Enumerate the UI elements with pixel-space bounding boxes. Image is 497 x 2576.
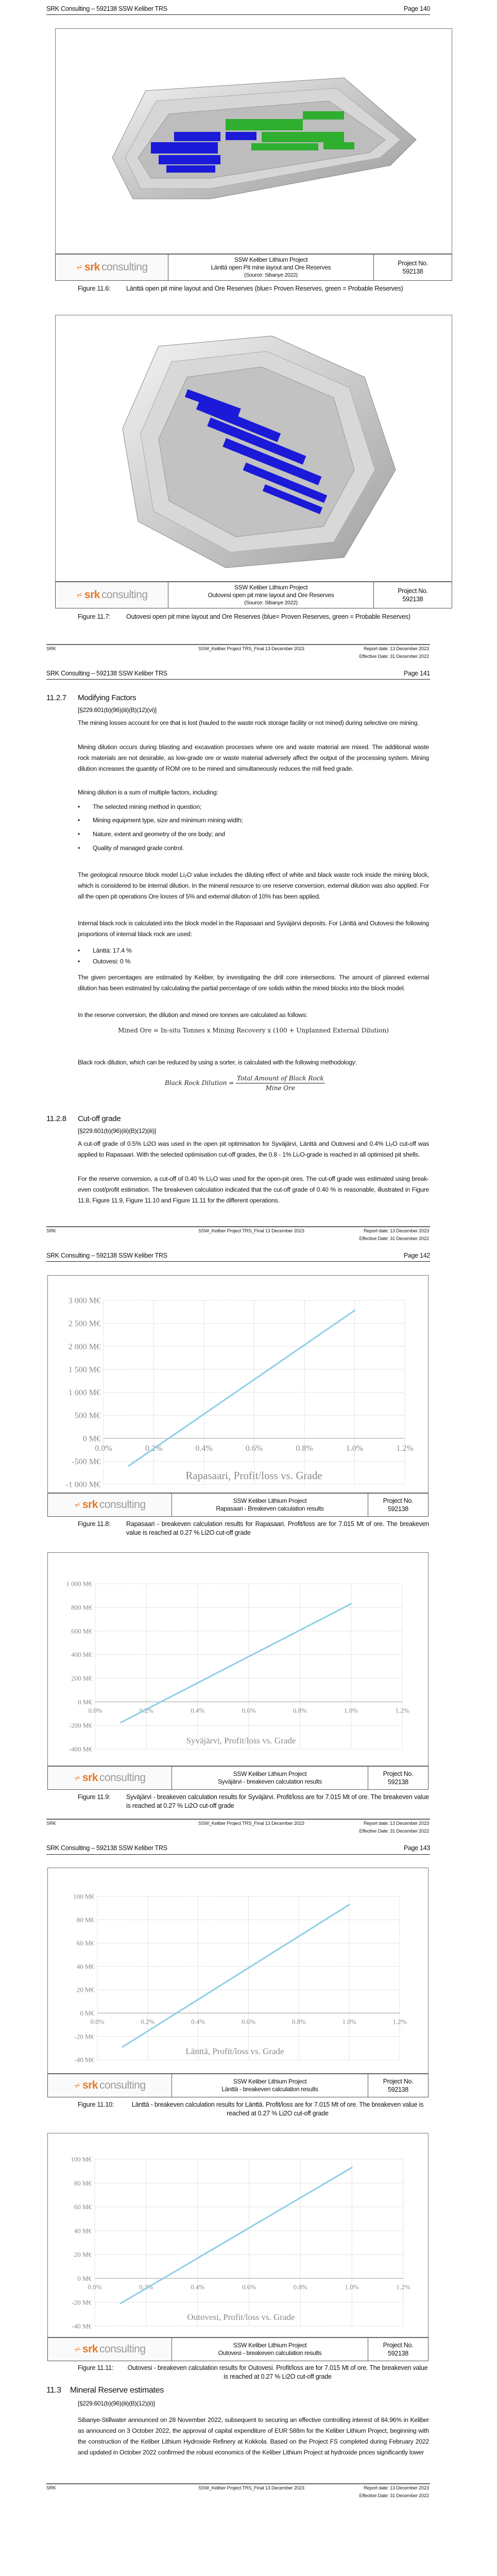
black-rock-dilution-formula: Black Rock Dilution = $\frac{\text{Total Amount of Black Rock}}{\text{Mine Ore}}$ [165, 1075, 324, 1092]
figure-11-8-title-block [47, 1493, 429, 1517]
x-tick-label: 1.2% [396, 1444, 414, 1453]
y-tick-label: 100 M€ [73, 1892, 94, 1901]
x-tick-label: 0.8% [292, 2018, 306, 2026]
lantta-breakeven-chart [47, 1868, 429, 2074]
project-no-label: Project No. [383, 2078, 414, 2085]
project-name: SSW Keliber Lithium Project [234, 583, 308, 591]
srk-consulting-logo: ⩫ srk consulting [76, 261, 148, 273]
y-tick-label: 600 M€ [71, 1627, 92, 1635]
y-tick-label: 0 M€ [78, 1698, 92, 1706]
y-tick-label: 500 M€ [74, 1411, 100, 1420]
footer-effective-date: Effective Date: 31 December 2022 [359, 1236, 429, 1242]
syvajarvi-breakeven-chart [47, 1552, 429, 1766]
profit-loss-series-line [129, 1311, 355, 1466]
figure-11-11-caption: Figure 11.11: Outovesi - breakeven calculation results for Outovesi. Profit/loss are for 7.015 Mt of ore. The breakeven value is reached at 0.27 % Li2O cut-off grade [78, 2364, 428, 2380]
srk-consulting-logo: ⩫ srk consulting [74, 1499, 146, 1511]
figure-11-7-title-block [55, 582, 452, 608]
project-no: 592138 [388, 1778, 408, 1786]
footer-effective-date: Effective Date: 31 December 2022 [359, 1828, 429, 1834]
footer-center: SSW_Keliber Project TRS_Final 13 December 2023 [198, 646, 304, 652]
y-tick-label: 40 M€ [74, 2227, 92, 2235]
list-item: • Outovesi: 0 % [93, 958, 130, 965]
x-tick-label: 0.0% [88, 2283, 102, 2291]
x-tick-label: 0.2% [139, 1706, 153, 1715]
page-number: Page 140 [403, 5, 430, 12]
header-divider [46, 679, 430, 680]
project-no-label: Project No. [383, 1497, 414, 1504]
footer-report-date: Report date: 13 December 2023 [363, 1228, 429, 1234]
paragraph: The geological resource block model Li₂O value includes the diluting effect of white and black waste rock inside the mining block, which is considered to be internal dilution. In the mineral resource to ore reserve conversion, external dilution was also applied. For all the open pit operations Ore losses of 5% and external dilution of 10% has been applied. [78, 871, 429, 900]
outovesi-breakeven-chart [47, 2133, 429, 2337]
project-no: 592138 [388, 2086, 408, 2093]
figure-source: (Source: Sibanye 2022) [244, 599, 298, 606]
y-tick-label: 40 M€ [76, 1962, 94, 1971]
project-no-label: Project No. [398, 260, 428, 267]
figure-title: Outovesi open pit mine layout and Ore Reserves [208, 591, 334, 599]
y-tick-label: 80 M€ [74, 2179, 92, 2187]
page-number: Page 142 [403, 1252, 430, 1259]
paragraph: For the reserve conversion, a cut-off of 0.40 % Li₂O was used for the open-pit ores. The cut-off grade was estimated using break-even cost/profit estimation. The breakeven calculation indicated that the cut-off grade of 0.40 % is reasonable, illustrated in Figure 11.8, Figure 11.9, Figure 11.10 and Figure 11.11 for the different operations. [78, 1175, 429, 1204]
chart-title: Syväjärvi, Profit/loss vs. Grade [186, 1736, 296, 1745]
project-no: 592138 [388, 1505, 408, 1513]
page-140 [0, 0, 497, 665]
footer-left: SRK [46, 646, 56, 652]
profit-loss-series-line [123, 1905, 349, 2047]
page-143 [0, 1839, 497, 2504]
figure-11-7-image [55, 315, 452, 582]
footer-report-date: Report date: 13 December 2023 [363, 646, 429, 652]
figure-11-6-caption: Figure 11.6: Länttä open pit mine layout and Ore Reserves (blue= Proven Reserves, green = Probable Reserves) [78, 285, 403, 292]
srk-logo-icon: ⩫ [74, 1501, 81, 1510]
figure-11-6-image [55, 28, 452, 254]
project-no: 592138 [388, 2350, 408, 2357]
footer-report-date: Report date: 13 December 2023 [363, 2485, 429, 2491]
chart-title: Länttä, Profit/loss vs. Grade [185, 2046, 284, 2056]
project-name: SSW Keliber Lithium Project [233, 2342, 307, 2349]
x-tick-label: 0.8% [293, 2283, 307, 2291]
page-number: Page 141 [403, 670, 430, 677]
srk-logo-icon: ⩫ [74, 2081, 81, 2090]
page-142 [0, 1247, 497, 1839]
y-tick-label: 3 000 M€ [68, 1296, 100, 1306]
x-tick-label: 1.0% [345, 2283, 359, 2291]
figure-11-6-title-block [55, 254, 452, 281]
y-tick-label: -20 M€ [72, 2298, 92, 2307]
list-item: • Länttä: 17.4 % [93, 947, 132, 954]
figure-11-10-caption: Figure 11.10: Länttä - breakeven calculation results for Länttä. Profit/loss are for 7.015 Mt of ore. The breakeven value is reached at 0.27 % Li2O cut-off grade [78, 2101, 424, 2117]
y-tick-label: 80 M€ [76, 1916, 94, 1924]
chart-plot [48, 2133, 428, 2337]
footer-divider [46, 1819, 430, 1820]
list-item: • Mining equipment type, size and minimum mining width; [93, 817, 243, 824]
list-item: • Quality of managed grade control. [93, 844, 184, 852]
y-tick-label: -500 M€ [72, 1457, 100, 1466]
paragraph: Internal black rock is calculated into the block model in the Rapasaari and Syväjärvi deposits. For Länttä and Outovesi the following proportions of internal black rock are used: [78, 920, 429, 938]
profit-loss-series-line [121, 1604, 351, 1722]
x-tick-label: 0.4% [191, 1706, 205, 1715]
y-tick-label: 200 M€ [71, 1674, 92, 1682]
x-tick-label: 0.8% [296, 1444, 313, 1453]
x-tick-label: 0.2% [139, 2283, 153, 2291]
footer-left: SRK [46, 2485, 56, 2491]
footer-report-date: Report date: 13 December 2023 [363, 1821, 429, 1826]
x-tick-label: 1.2% [392, 2018, 407, 2026]
section-heading-11-2-7: 11.2.7 Modifying Factors [46, 693, 136, 702]
x-tick-label: 0.0% [90, 2018, 105, 2026]
footer-left: SRK [46, 1228, 56, 1234]
running-header-title: SRK Consulting – 592138 SSW Keliber TRS [46, 5, 167, 12]
srk-consulting-logo: ⩫ srk consulting [76, 589, 148, 601]
y-tick-label: 60 M€ [76, 1939, 94, 1947]
srk-logo-icon: ⩫ [74, 2345, 81, 2354]
outovesi-pit-layout-render [56, 315, 452, 581]
x-tick-label: 0.6% [242, 2283, 256, 2291]
project-no-label: Project No. [383, 1770, 414, 1777]
chart-plot [48, 1276, 428, 1493]
list-item: • The selected mining method in question; [93, 803, 201, 810]
section-reference: [§229.601(b)(96)(iii)(B)(12)(iii)] [78, 1127, 156, 1134]
x-tick-label: 0.6% [242, 1706, 256, 1715]
project-name: SSW Keliber Lithium Project [233, 2078, 307, 2085]
project-no: 592138 [402, 268, 423, 275]
paragraph: Mining dilution is a sum of multiple factors, including: [78, 789, 218, 796]
y-tick-label: 0 M€ [77, 2274, 92, 2282]
chart-plot [48, 1868, 428, 2073]
x-tick-label: 1.2% [396, 2283, 410, 2291]
project-no-label: Project No. [383, 2342, 414, 2349]
y-tick-label: 0 M€ [82, 1434, 100, 1444]
x-tick-label: 1.2% [395, 1706, 409, 1715]
srk-consulting-logo: ⩫ srk consulting [74, 1772, 146, 1784]
x-tick-label: 1.0% [342, 2018, 356, 2026]
section-heading-11-2-8: 11.2.8 Cut-off grade [46, 1114, 121, 1123]
y-tick-label: 2 500 M€ [68, 1319, 100, 1329]
paragraph: In the reserve conversion, the dilution and mined ore tonnes are calculated as follows: [78, 1011, 307, 1019]
x-tick-label: 0.4% [191, 2018, 205, 2026]
y-tick-label: 1 000 M€ [68, 1388, 100, 1398]
figure-11-11-title-block [47, 2337, 429, 2361]
figure-11-10-title-block [47, 2074, 429, 2097]
project-name: SSW Keliber Lithium Project [234, 256, 308, 263]
figure-title: Länttä - breakeven calculation results [221, 2086, 318, 2093]
profit-loss-series-line [121, 2167, 352, 2303]
y-tick-label: 60 M€ [74, 2203, 92, 2211]
section-reference: [§229.601(b)(96)(iii)(B)(12)(vi)] [78, 706, 157, 714]
paragraph: A cut-off grade of 0.5% Li2O was used in the open pit optimisation for Syväjärvi, Länttä and Outovesi and 0.4% Li₂O cut-off was applied to Rapasaari. With the selected optimisation cut-off grades, the 0.8 - 1% Li₂O-grade is reached in all optimised pit shells. [78, 1140, 429, 1158]
figure-title: Rapasaari - Breakeven calculation results [216, 1505, 324, 1512]
y-tick-label: 20 M€ [76, 1986, 94, 1994]
y-tick-label: -400 M€ [68, 1745, 92, 1753]
x-tick-label: 0.0% [88, 1706, 102, 1715]
figure-title: Syväjärvi - breakeven calculation results [218, 1778, 322, 1785]
running-header-title: SRK Consulting – 592138 SSW Keliber TRS [46, 1252, 167, 1259]
x-tick-label: 0.2% [141, 2018, 155, 2026]
y-tick-label: -1 000 M€ [65, 1480, 100, 1489]
x-tick-label: 1.0% [344, 1706, 358, 1715]
y-tick-label: 1 500 M€ [68, 1365, 100, 1375]
footer-center: SSW_Keliber Project TRS_Final 13 December 2023 [198, 2485, 304, 2491]
paragraph: The given percentages are estimated by Keliber, by investigating the drill core intersections. The amount of planned external dilution has been estimated by calculating the partial percentage of ore solids within the mined blocks into the block model. [78, 974, 429, 992]
x-tick-label: 0.4% [195, 1444, 213, 1453]
list-item: • Nature, extent and geometry of the ore body; and [93, 831, 225, 838]
x-tick-label: 0.6% [245, 1444, 263, 1453]
header-divider [46, 1854, 430, 1855]
figure-11-9-title-block [47, 1766, 429, 1790]
running-header-title: SRK Consulting – 592138 SSW Keliber TRS [46, 670, 167, 677]
mined-ore-formula: Mined Ore = In-situ Tonnes x Mining Recovery x (100 + Unplanned External Dilution) [118, 1027, 389, 1034]
figure-title: Outovesi - breakeven calculation results [218, 2349, 322, 2357]
x-tick-label: 0.8% [293, 1706, 307, 1715]
y-tick-label: 400 M€ [71, 1651, 92, 1659]
srk-consulting-logo: ⩫ srk consulting [74, 2343, 146, 2355]
x-tick-label: 0.4% [191, 2283, 205, 2291]
srk-logo-icon: ⩫ [76, 263, 83, 272]
chart-title: Rapasaari, Profit/loss vs. Grade [185, 1469, 322, 1482]
footer-divider [46, 644, 430, 645]
project-name: SSW Keliber Lithium Project [233, 1497, 307, 1504]
y-tick-label: -40 M€ [72, 2322, 92, 2330]
x-tick-label: 0.0% [95, 1444, 112, 1453]
figure-11-7-caption: Figure 11.7: Outovesi open pit mine layout and Ore Reserves (blue= Proven Reserves, green = Probable Reserves) [78, 613, 410, 620]
section-reference: [§229.601(b)(96)(iii)(B)(12)(ii)] [78, 2400, 155, 2407]
footer-effective-date: Effective Date: 31 December 2022 [359, 2493, 429, 2499]
y-tick-label: -20 M€ [74, 2032, 94, 2041]
page-number: Page 143 [403, 1844, 430, 1852]
srk-consulting-logo: ⩫ srk consulting [74, 2079, 146, 2091]
x-tick-label: 0.2% [145, 1444, 163, 1453]
footer-left: SRK [46, 1821, 56, 1826]
header-divider [46, 1261, 430, 1262]
footer-effective-date: Effective Date: 31 December 2022 [359, 654, 429, 659]
y-tick-label: 100 M€ [71, 2155, 92, 2163]
figure-11-8-caption: Figure 11.8: Rapasaari - breakeven calculation results for Rapasaari. Profit/loss are for 7.015 Mt of ore. The breakeven value is reached at 0.27 % Li2O cut-off grade [78, 1520, 429, 1536]
figure-11-9-caption: Figure 11.9: Syväjärvi - breakeven calculation results for Syväjärvi. Profit/loss are for 7.015 Mt of ore. The breakeven value is reached at 0.27 % Li2O cut-off grade [78, 1793, 429, 1809]
srk-logo-icon: ⩫ [76, 591, 83, 600]
paragraph: Sibanye-Stillwater announced on 28 November 2022, subsequent to securing an effective controlling interest of 84.96% in Keliber as announced on 3 October 2022, the approval of capital expenditure of EUR 588m for the Keliber Lithium Project, beginning with the construction of the Keliber Lithium Hydroxide Refinery at Kokkola. Based on the Project FS completed during February 2022 and updated in October 2022 confirmed the robust economics of the Keliber Lithium Project at hydroxide prices significantly lower [78, 2416, 429, 2456]
footer-divider [46, 1226, 430, 1227]
y-tick-label: -200 M€ [68, 1721, 92, 1730]
rapasaari-breakeven-chart [47, 1275, 429, 1493]
srk-logo-icon: ⩫ [74, 1774, 81, 1783]
section-heading-11-3: 11.3 Mineral Reserve estimates [46, 2386, 164, 2395]
y-tick-label: 2 000 M€ [68, 1342, 100, 1351]
footer-center: SSW_Keliber Project TRS_Final 13 December 2023 [198, 1228, 304, 1234]
project-no-label: Project No. [398, 587, 428, 595]
lantta-pit-layout-render [56, 29, 452, 253]
running-header-title: SRK Consulting – 592138 SSW Keliber TRS [46, 1844, 167, 1852]
chart-plot [48, 1553, 428, 1766]
y-tick-label: 1 000 M€ [66, 1580, 92, 1588]
footer-divider [46, 2483, 430, 2484]
header-divider [46, 14, 430, 15]
page-141 [0, 665, 497, 1247]
x-tick-label: 1.0% [346, 1444, 364, 1453]
paragraph: The mining losses account for ore that is lost (hauled to the waste rock storage facility or not mined) during selective ore mining. [78, 719, 419, 726]
project-no: 592138 [402, 596, 423, 603]
y-tick-label: 800 M€ [71, 1603, 92, 1612]
figure-source: (Source: Sibanye 2022) [244, 272, 298, 278]
y-tick-label: 20 M€ [74, 2250, 92, 2259]
y-tick-label: 0 M€ [80, 2009, 94, 2017]
footer-center: SSW_Keliber Project TRS_Final 13 December 2023 [198, 1821, 304, 1826]
project-name: SSW Keliber Lithium Project [233, 1770, 307, 1777]
paragraph: Mining dilution occurs during blasting and excavation processes where ore and waste material are mixed. The additional waste rock materials are not desirable, as low-grade ore or waste material adversely affect the output of the processing system. Mining dilution increases the quantity of ROM ore to be mined and simultaneously reduces the mill feed grade. [78, 743, 429, 772]
y-tick-label: -40 M€ [74, 2056, 94, 2064]
x-tick-label: 0.6% [241, 2018, 256, 2026]
figure-title: Länttä open Pit mine layout and Ore Reserves [211, 263, 331, 271]
chart-title: Outovesi, Profit/loss vs. Grade [187, 2312, 295, 2322]
paragraph: Black rock dilution, which can be reduced by using a sorter, is calculated with the following methodology: [78, 1059, 357, 1066]
